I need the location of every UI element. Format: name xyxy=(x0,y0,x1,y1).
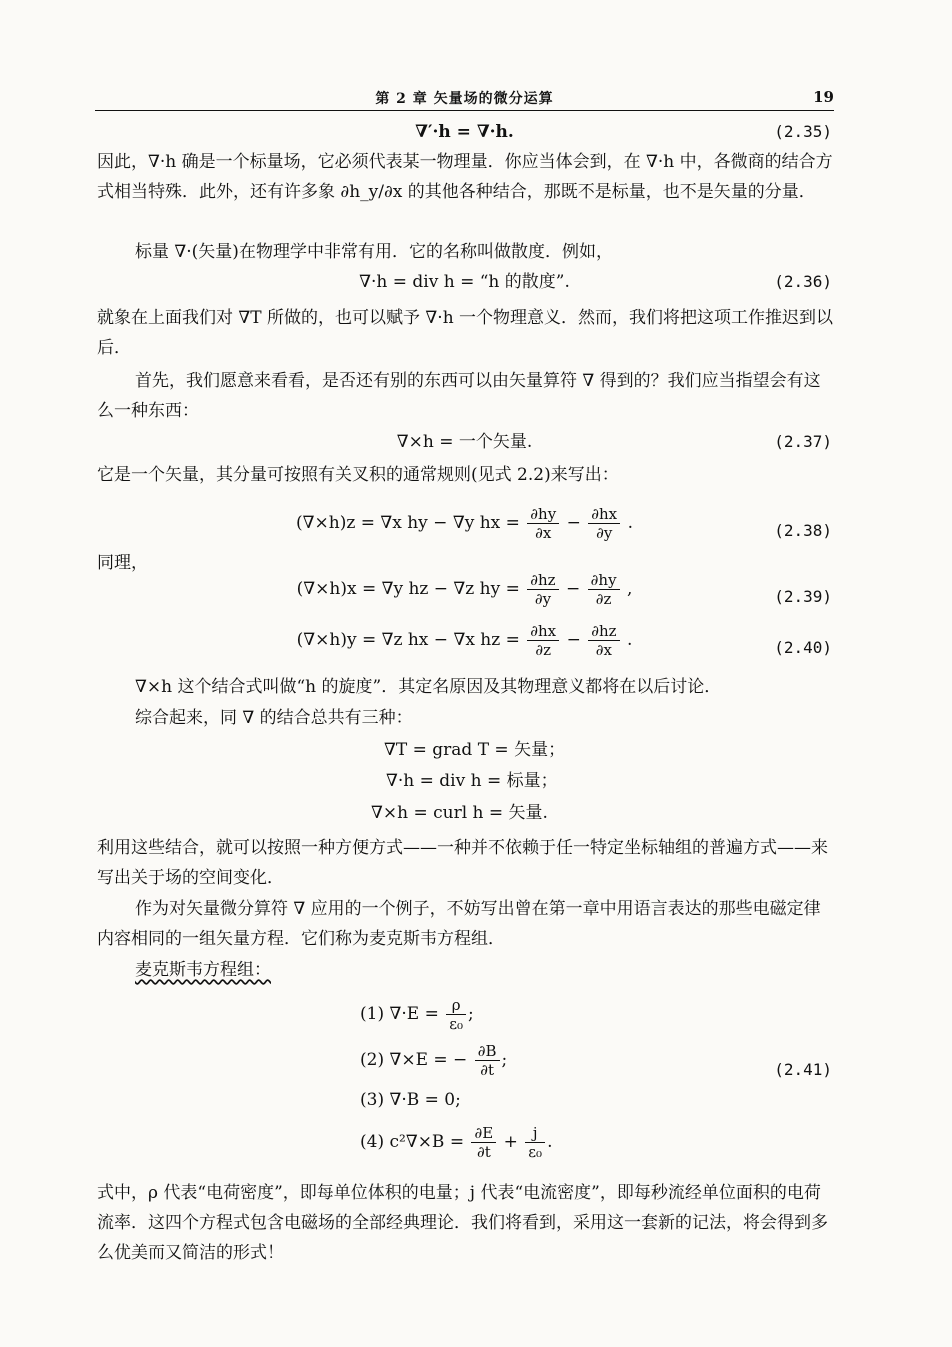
equation-body xyxy=(97,501,832,545)
punctuation: ; xyxy=(501,1050,508,1070)
numerator: ∂E xyxy=(471,1124,496,1143)
fraction xyxy=(527,571,558,608)
denominator: ∂z xyxy=(595,590,612,608)
equation-2-36 xyxy=(97,267,832,297)
paragraph-1: 因此，∇·h 确是一个标量场，它必须代表某一物理量．你应当体会到，在 ∇·h 中，各微商的结合方式相当特殊．此外，还有许多象 ∂h_y/∂x 的其他各种结合，那既不是标量，也不是矢量的分量． xyxy=(97,152,833,202)
maxwell-equation-1 xyxy=(360,994,474,1034)
numerator: ∂hx xyxy=(527,622,559,641)
denominator: ∂z xyxy=(535,641,552,659)
paragraph-11: 式中，ρ 代表“电荷密度”，即每单位体积的电量；j 代表“电流密度”，即每秒流经单位面积的电荷流率．这四个方程式包含电磁场的全部经典理论．我们将看到，采用这一套新的记法，将会得到多么优美而又简洁的形式！ xyxy=(97,1183,828,1263)
equation-2-39 xyxy=(97,567,832,611)
denominator: ε₀ xyxy=(528,1143,543,1161)
punctuation: . xyxy=(547,1132,553,1152)
paragraph-5: 它是一个矢量，其分量可按照有关叉积的通常规则(见式 2.2)来写出： xyxy=(97,465,619,485)
equation-number: (2.37) xyxy=(774,432,832,451)
combination-grad: ∇T = grad T = 矢量； xyxy=(384,740,566,760)
equation-number: (2.39) xyxy=(774,587,832,606)
chapter-title: 第 2 章 矢量场的微分运算 xyxy=(375,91,554,107)
denominator: ∂t xyxy=(480,1061,494,1079)
equation-body xyxy=(97,567,832,611)
paragraph-8: 综合起来，同 ∇ 的结合总共有三种： xyxy=(135,708,413,728)
equation-lhs: (2) ∇×E = − xyxy=(360,1050,468,1070)
denominator: ∂x xyxy=(535,524,552,542)
equation-2-37 xyxy=(97,427,832,457)
denominator: ∂t xyxy=(476,1143,491,1161)
operator: − xyxy=(566,579,581,599)
equation-number: (2.36) xyxy=(774,272,832,291)
denominator: ∂y xyxy=(596,524,613,542)
paragraph-2: 标量 ∇·(矢量)在物理学中非常有用．它的名称叫做散度．例如， xyxy=(135,242,613,262)
equation-body: ∇×h = 一个矢量. xyxy=(396,432,533,452)
fraction xyxy=(588,622,619,659)
paragraph-7: ∇×h 这个结合式叫做“h 的旋度”．其定名原因及其物理意义都将在以后讨论． xyxy=(135,677,722,697)
equation-body: ∇′·h = ∇·h. xyxy=(415,122,514,142)
page-number: 19 xyxy=(813,88,834,106)
equation-lhs: (∇×h)x = ∇y hz − ∇z hy = xyxy=(296,579,520,599)
maxwell-equation-4 xyxy=(360,1122,552,1162)
maxwell-heading xyxy=(97,955,837,985)
equation-body: ∇·h = div h = “h 的散度”. xyxy=(359,272,570,292)
fraction xyxy=(446,996,466,1033)
fraction xyxy=(527,622,559,659)
numerator: ∂B xyxy=(475,1042,500,1061)
denominator: ε₀ xyxy=(449,1015,464,1033)
punctuation: . xyxy=(627,513,633,533)
equation-lhs: (4) c²∇×B = xyxy=(360,1132,465,1152)
running-header xyxy=(95,88,834,111)
paragraph-4: 首先，我们愿意来看看，是否还有别的东西可以由矢量算符 ∇ 得到的？我们应当指望会有这么一种东西： xyxy=(97,371,821,421)
equation-lhs: (∇×h)y = ∇z hx − ∇x hz = xyxy=(296,630,520,650)
maxwell-equation-3: (3) ∇·B = 0; xyxy=(360,1090,461,1110)
numerator: j xyxy=(525,1124,545,1143)
operator: − xyxy=(566,630,581,650)
paragraph-9: 利用这些结合，就可以按照一种方便方式——一种并不依赖于任一特定坐标轴组的普遍方式——来写出关于场的空间变化． xyxy=(97,838,828,888)
combination-curl: ∇×h = curl h = 矢量. xyxy=(371,803,548,823)
combination-div: ∇·h = div h = 标量； xyxy=(386,771,558,791)
equation-number: (2.38) xyxy=(774,521,832,540)
punctuation: . xyxy=(626,630,633,650)
equation-number: (2.40) xyxy=(774,638,832,657)
paragraph-3: 就象在上面我们对 ∇T 所做的，也可以赋予 ∇·h 一个物理意义．然而，我们将把这项工作推迟到以后． xyxy=(97,308,834,358)
numerator: ∂hx xyxy=(588,505,620,524)
numerator: ∂hy xyxy=(588,571,620,590)
numerator: ∂hz xyxy=(588,622,619,641)
equation-2-40 xyxy=(97,618,832,662)
equation-number: (2.41) xyxy=(774,1060,832,1079)
equation-lhs: (∇×h)z = ∇x hy − ∇y hx = xyxy=(296,513,520,533)
equation-number: (2.35) xyxy=(774,122,832,141)
punctuation: ; xyxy=(468,1004,474,1024)
fraction xyxy=(471,1124,496,1161)
denominator: ∂y xyxy=(534,590,552,608)
punctuation: , xyxy=(626,579,633,599)
equation-2-35 xyxy=(97,117,832,147)
fraction xyxy=(588,505,620,542)
numerator: ∂hz xyxy=(527,571,558,590)
maxwell-heading-text: 麦克斯韦方程组： xyxy=(135,960,271,980)
paragraph-6: 同理， xyxy=(97,553,148,573)
equation-body xyxy=(97,618,832,662)
denominator: ∂x xyxy=(595,641,612,659)
equation-2-38 xyxy=(97,501,832,545)
fraction xyxy=(527,505,559,542)
equation-lhs: (1) ∇·E = xyxy=(360,1004,439,1024)
numerator: ∂hy xyxy=(527,505,559,524)
numerator: ρ xyxy=(446,996,466,1015)
fraction xyxy=(588,571,620,608)
operator: + xyxy=(503,1132,518,1152)
paragraph-10: 作为对矢量微分算符 ∇ 应用的一个例子，不妨写出曾在第一章中用语言表达的那些电磁定律内容相同的一组矢量方程．它们称为麦克斯韦方程组． xyxy=(97,899,821,949)
fraction xyxy=(525,1124,545,1161)
operator: − xyxy=(566,513,581,533)
equation-2-41-number xyxy=(97,1055,832,1085)
